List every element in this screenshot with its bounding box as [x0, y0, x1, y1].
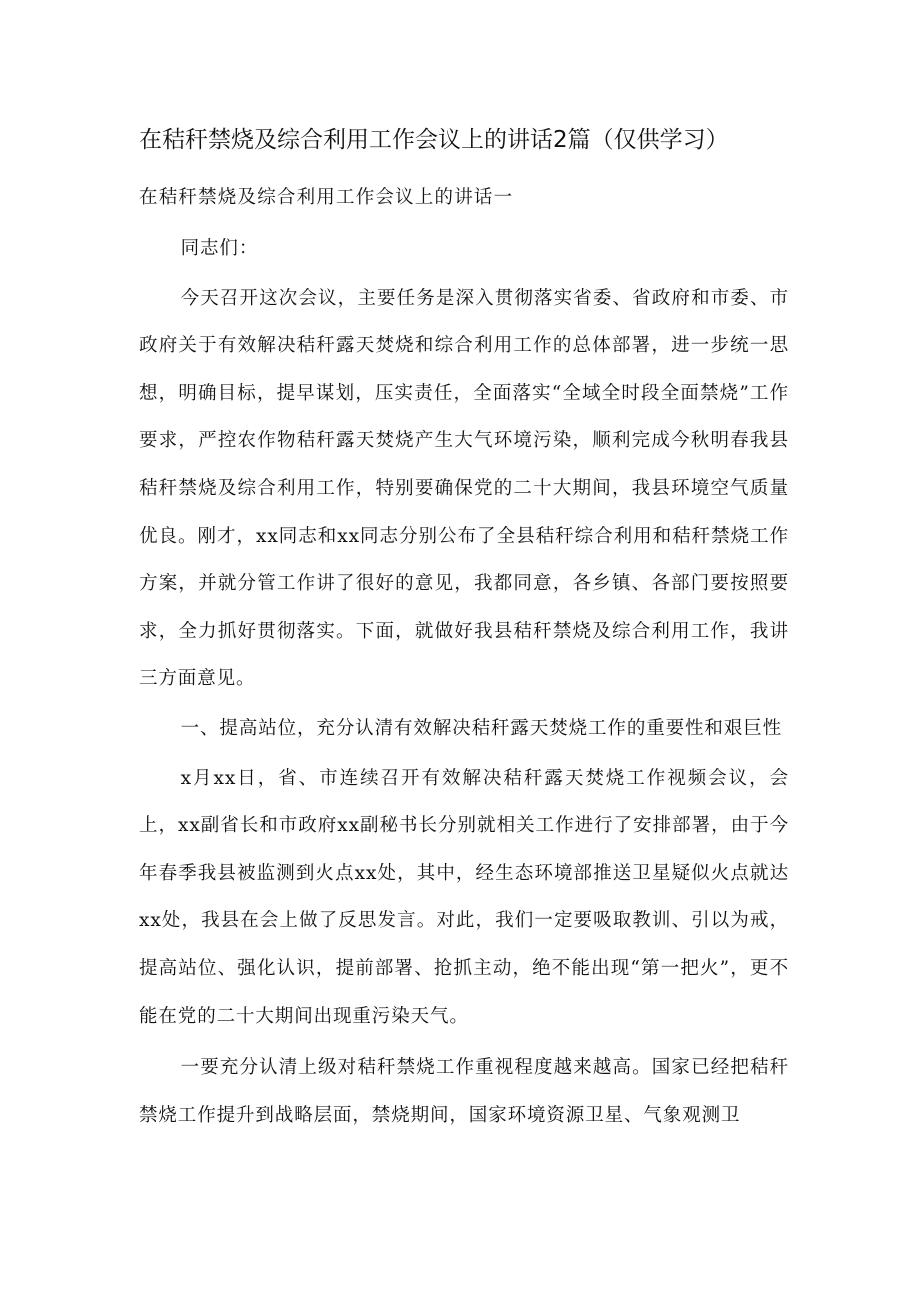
- document-page: [139, 118, 789, 1139]
- paragraph-point-1: 一要充分认清上级对秸秆禁烧工作重视程度越来越高。国家已经把秸秆禁烧工作提升到战略层面，禁烧期间，国家环境资源卫星、气象观测卫: [139, 1057, 789, 1126]
- section-heading-1: 一、提高站位，充分认清有效解决秸秆露天焚烧工作的重要性和艰巨性: [180, 717, 783, 739]
- paragraph-intro: 今天召开这次会议，主要任务是深入贯彻落实省委、省政府和市委、市政府关于有效解决秸秆露天焚烧和综合利用工作的总体部署，进一步统一思想，明确目标，提早谋划，压实责任，全面落实“全域全时段全面禁烧”工作要求，严控农作物秸秆露天焚烧产生大气环境污染，顺利完成今秋明春我县秸秆禁烧及综合利用工作，特别要确保党的二十大期间，我县环境空气质量优良。刚才，xx同志和xx同志分别公布了全县秸秆综合利用和秸秆禁烧工作方案，并就分管工作讲了很好的意见，我都同意，各乡镇、各部门要按照要求，全力抓好贯彻落实。下面，就做好我县秸秆禁烧及综合利用工作，我讲三方面意见。: [139, 287, 789, 690]
- document-title: 在秸秆禁烧及综合利用工作会议上的讲话2篇（仅供学习）: [139, 127, 729, 153]
- paragraph-background: x月xx日，省、市连续召开有效解决秸秆露天焚烧工作视频会议，会上，xx副省长和市政府xx副秘书长分别就相关工作进行了安排部署，由于今年春季我县被监测到火点xx处，其中，经生态环境部推送卫星疑似火点就达xx处，我县在会上做了反思发言。对此，我们一定要吸取教训、引以为戒，提高站位、强化认识，提前部署、抢抓主动，绝不能出现“第一把火”，更不能在党的二十大期间出现重污染天气。: [139, 767, 789, 1027]
- speech-subtitle: 在秸秆禁烧及综合利用工作会议上的讲话一: [139, 187, 514, 208]
- greeting: 同志们：: [180, 238, 259, 259]
